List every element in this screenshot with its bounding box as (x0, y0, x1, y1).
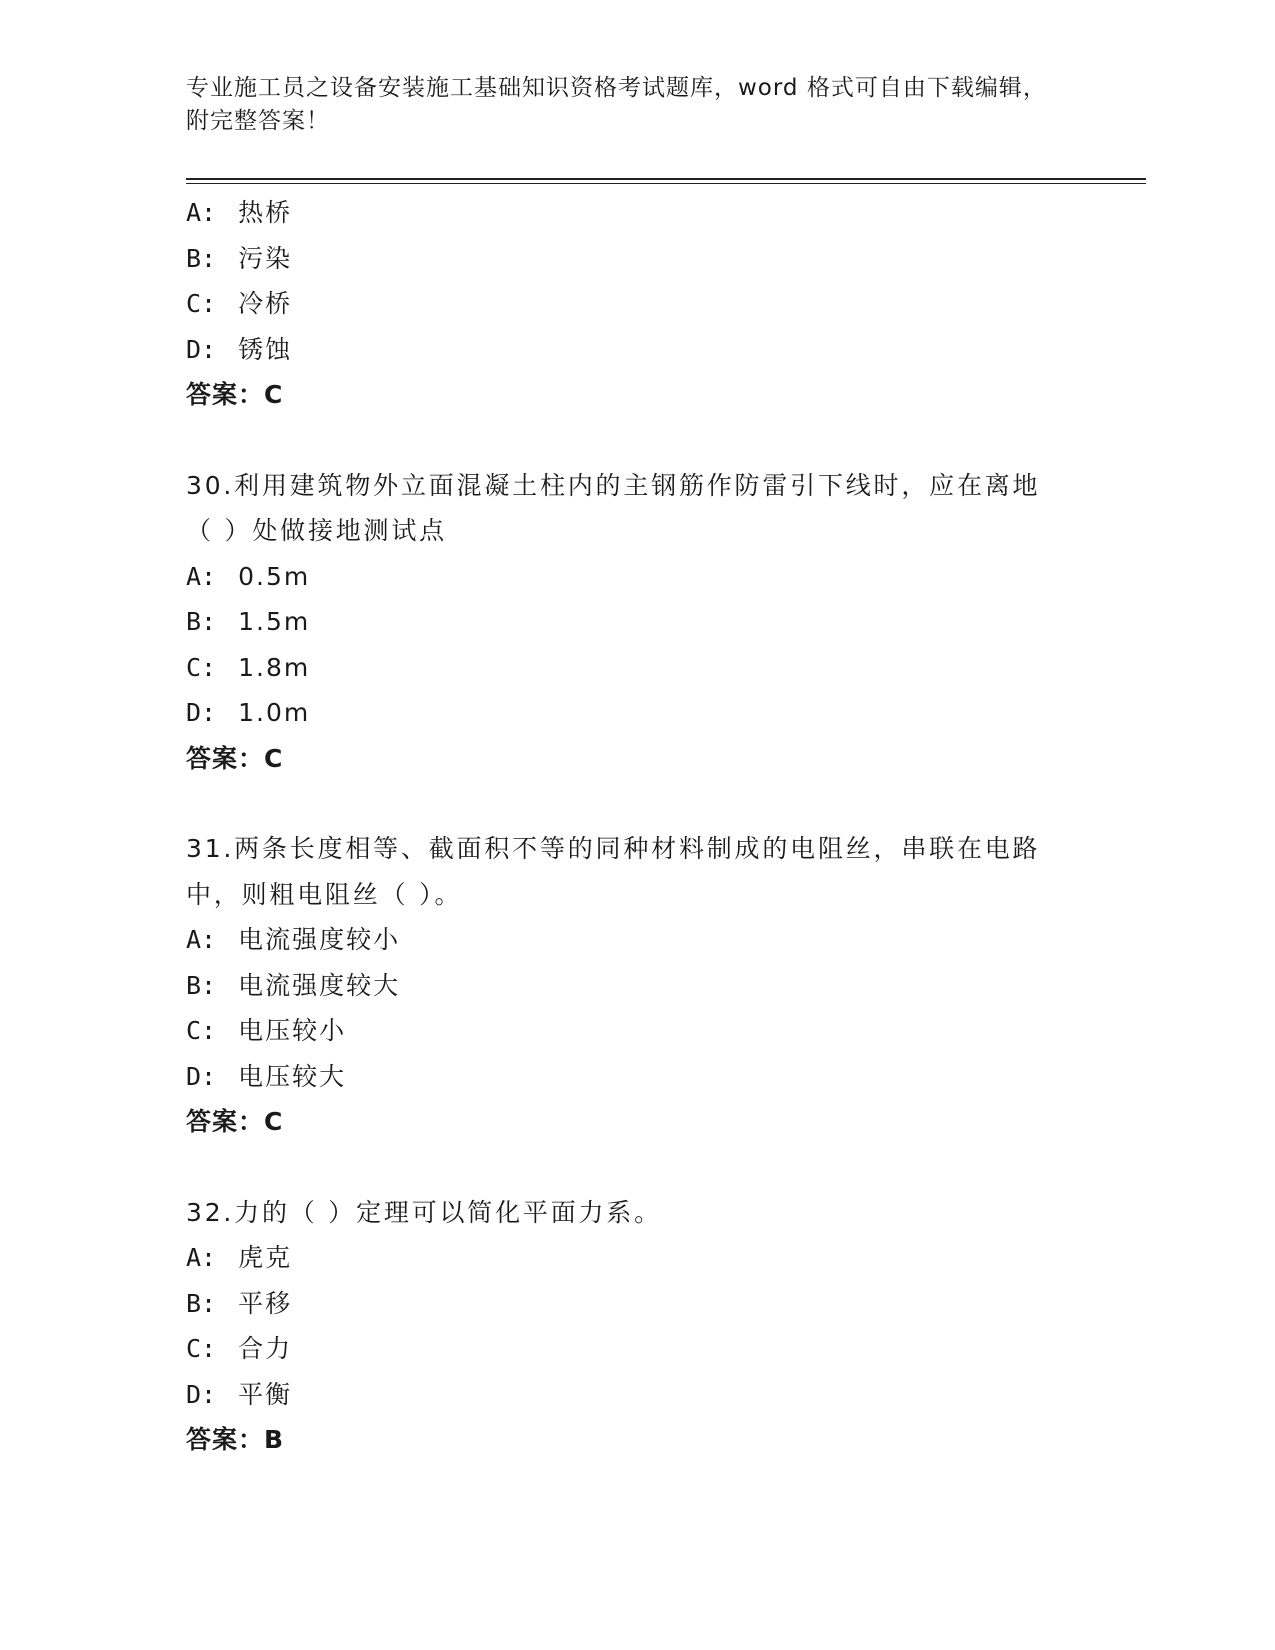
header-divider-thick (186, 178, 1146, 180)
option-b: B: 污染 (186, 243, 293, 273)
question-32 (186, 1190, 1106, 1463)
stem-line-2: （ ）处做接地测试点 (186, 516, 447, 545)
option-a: A: 电流强度较小 (186, 925, 401, 954)
option-a: A: 热桥 (186, 198, 293, 227)
option-c: C: 1.8m (186, 652, 311, 682)
header-divider-thin (186, 183, 1146, 184)
answer-line: 答案：B (186, 1425, 285, 1454)
option-d: D: 1.0m (186, 698, 311, 727)
question-list (186, 190, 1106, 1463)
question-stem (186, 1190, 1066, 1236)
option-c: C: 合力 (186, 1334, 293, 1363)
option-b: B: 1.5m (186, 607, 311, 636)
option-d: D: 锈蚀 (186, 334, 293, 364)
option-b: B: 平移 (186, 1288, 293, 1318)
stem-line-1: 32.力的（ ）定理可以简化平面力系。 (186, 1197, 662, 1227)
option-a: A: 虎克 (186, 1243, 293, 1272)
option-b: B: 电流强度较大 (186, 970, 401, 1000)
stem-line-2: 中，则粗电阻丝（ ）。 (186, 879, 463, 909)
stem-line-1: 30.利用建筑物外立面混凝土柱内的主钢筋作防雷引下线时，应在离地 (186, 470, 1041, 500)
header-line-2: 附完整答案！ (186, 108, 330, 134)
answer-line: 答案：C (186, 1107, 284, 1136)
question-29 (186, 190, 1106, 418)
option-c: C: 电压较小 (186, 1016, 347, 1045)
option-a: A: 0.5m (186, 561, 311, 591)
option-d: D: 电压较大 (186, 1061, 347, 1091)
question-stem (186, 826, 1066, 917)
stem-line-1: 31.两条长度相等、截面积不等的同种材料制成的电阻丝，串联在电路 (186, 834, 1041, 863)
question-30 (186, 463, 1106, 782)
answer-line: 答案：C (186, 380, 284, 409)
question-31 (186, 826, 1106, 1145)
option-d: D: 平衡 (186, 1379, 293, 1409)
question-stem (186, 463, 1066, 554)
option-c: C: 冷桥 (186, 289, 293, 318)
document-header (186, 72, 1086, 138)
answer-line: 答案：C (186, 743, 284, 773)
header-line-1: 专业施工员之设备安装施工基础知识资格考试题库，word 格式可自由下载编辑， (186, 75, 1047, 101)
